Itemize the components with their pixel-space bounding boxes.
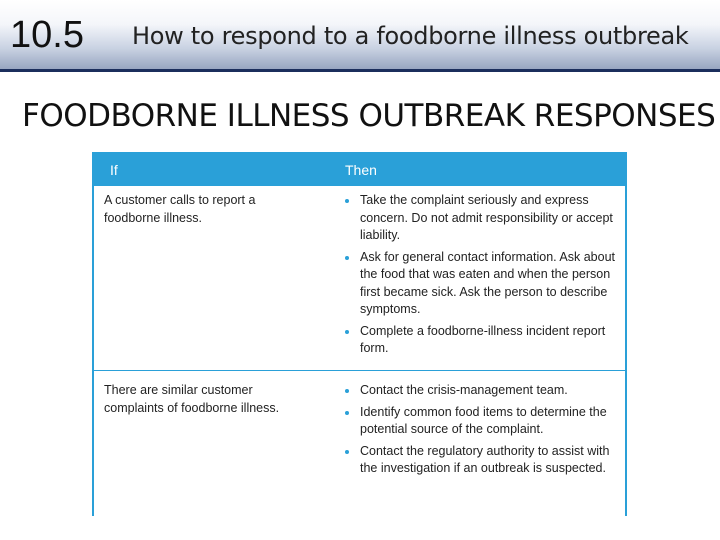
row-1-actions [342, 192, 617, 362]
response-table [92, 152, 627, 516]
list-item: Take the complaint seriously and express concern. Do not admit responsibility or accept liability. [342, 192, 617, 245]
row-2-condition: There are similar customer complaints of foodborne illness. [104, 383, 280, 415]
list-item: Ask for general contact information. Ask about the food that was eaten and when the person first became sick. Ask the person to describe symptoms. [342, 249, 617, 319]
column-header-then: Then [345, 162, 377, 178]
title-banner [0, 0, 720, 72]
row-divider [94, 370, 625, 371]
row-1-condition: A customer calls to report a foodborne illness. [104, 193, 256, 225]
section-number: 10.5 [10, 14, 84, 56]
section-title: How to respond to a foodborne illness outbreak [132, 22, 689, 50]
slide-heading: FOODBORNE ILLNESS OUTBREAK RESPONSES [22, 98, 716, 134]
list-item: Complete a foodborne-illness incident report form. [342, 323, 617, 358]
list-item: Contact the regulatory authority to assist with the investigation if an outbreak is suspected. [342, 443, 617, 478]
table-header [94, 152, 625, 186]
row-2-actions [342, 382, 617, 482]
column-header-if: If [110, 162, 118, 178]
list-item: Identify common food items to determine the potential source of the complaint. [342, 404, 617, 439]
list-item: Contact the crisis-management team. [342, 382, 617, 400]
